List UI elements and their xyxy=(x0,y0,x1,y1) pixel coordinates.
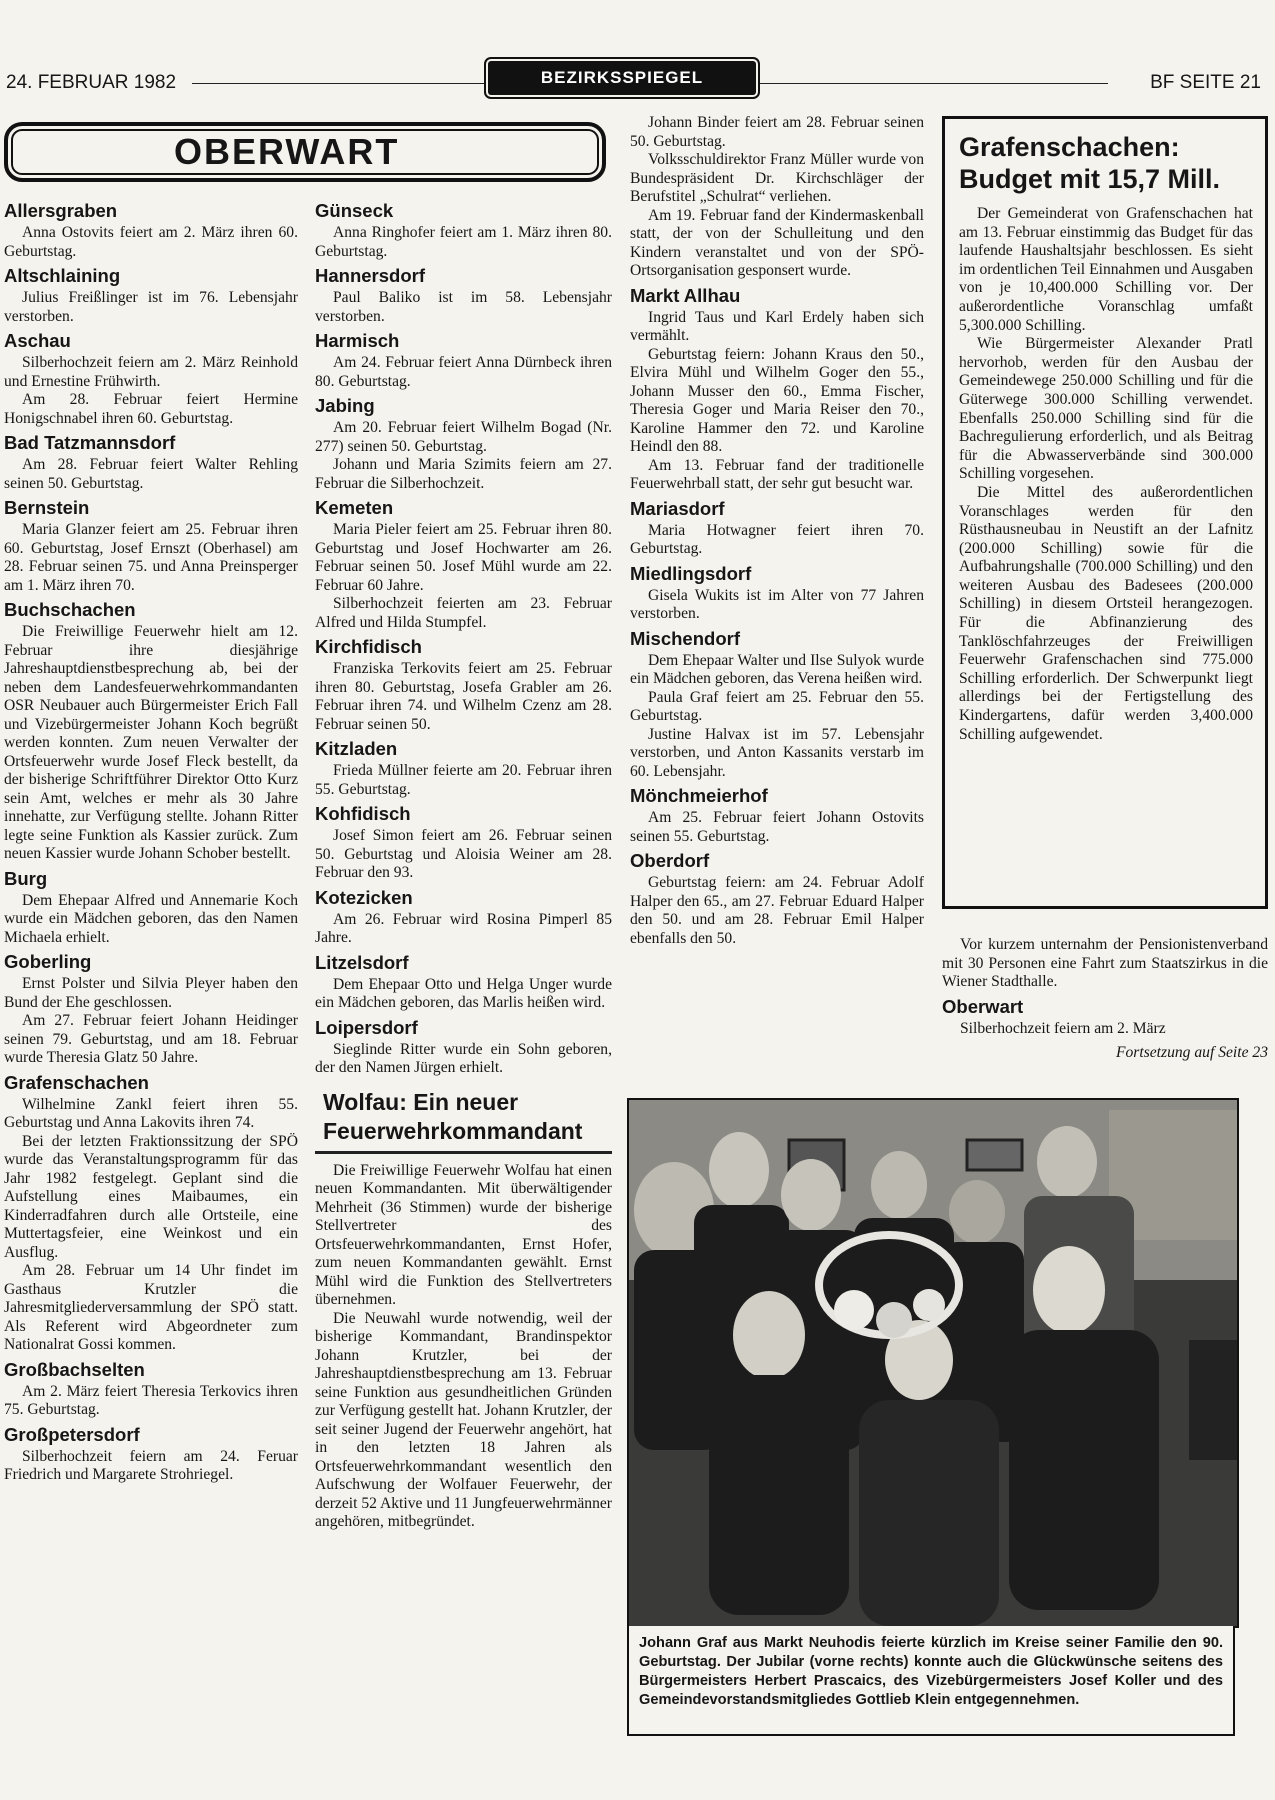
entry-paragraph: Silberhochzeit feiern am 2. März Reinhold und Ernestine Frühwirth. xyxy=(4,354,298,390)
entry-paragraph: Geburtstag feiern: am 24. Februar Adolf Halper den 65., am 27. Februar Eduard Halper den 50. und am 28. Februar Emil Halper ebenfalls den 50. xyxy=(630,874,924,947)
entry-paragraph: Geburtstag feiern: Johann Kraus den 50., Elvira Mühl und Wilhelm Goger den 55., Johann Musser den 60., Emma Fischer, Theresia Goger und Maria Reiser den 70., Karoline Hammer den 72. und Karoline Heindl den 88. xyxy=(630,345,924,455)
article-paragraph: Johann Binder feiert am 28. Februar seinen 50. Geburtstag. xyxy=(630,114,924,150)
place-heading-aschau: Aschau xyxy=(4,330,71,351)
article-paragraph: Der Gemeinderat von Grafenschachen hat am 13. Februar einstimmig das Budget für das laufende Haushaltsjahr beschlossen. Es sieht im ordentlichen Teil Einnahmen und Ausgaben von je 10,400.000 Schilling vor. Der außerordentliche Voranschlag umfaßt 5,300.000 Schilling. xyxy=(959,205,1253,334)
entry-paragraph: Johann und Maria Szimits feiern am 27. Februar die Silberhochzeit. xyxy=(315,456,612,492)
wolfau-headline: Wolfau: Ein neuer Feuerwehrkommandant xyxy=(315,1088,612,1154)
place-heading-goberling: Goberling xyxy=(4,951,92,972)
place-heading-grossbachselten: Großbachselten xyxy=(4,1358,145,1380)
entry-paragraph: Gisela Wukits ist im Alter von 77 Jahren verstorben. xyxy=(630,586,924,622)
header-rule-left xyxy=(192,83,486,84)
place-heading-grafenschachen: Grafenschachen xyxy=(4,1071,149,1093)
issue-date: 24. FEBRUAR 1982 xyxy=(6,72,177,93)
oberwart-entry: Silberhochzeit feiern am 2. März xyxy=(960,1019,1166,1037)
column-2 xyxy=(315,196,612,1532)
place-heading-kirchfidisch: Kirchfidisch xyxy=(315,636,422,657)
article-paragraph: Volksschuldirektor Franz Müller wurde von Bundespräsident Dr. Kirchschläger der Berufstitel „Schulrat“ verliehen. xyxy=(630,151,924,205)
place-heading-kotezicken: Kotezicken xyxy=(315,886,413,908)
entry-paragraph: Paula Graf feiert am 25. Februar den 55. Geburtstag. xyxy=(630,688,924,724)
wolfau-article xyxy=(315,1162,612,1532)
place-heading-litzelsdorf: Litzelsdorf xyxy=(315,951,409,973)
header-rule-right xyxy=(760,83,1108,84)
budget-headline-line1: Grafenschachen: xyxy=(959,132,1180,162)
budget-box xyxy=(942,116,1268,909)
entry-paragraph: Silberhochzeit feiern am 24. Feruar Friedrich und Margarete Strohriegel. xyxy=(4,1447,298,1483)
place-heading-jabing: Jabing xyxy=(315,395,375,416)
place-heading-harmisch: Harmisch xyxy=(315,330,400,351)
entry-paragraph: Am 2. März feiert Theresia Terkovics ihren 75. Geburtstag. xyxy=(4,1382,298,1418)
place-heading-burg: Burg xyxy=(4,867,48,889)
entry-paragraph: Am 28. Februar feiert Walter Rehling seinen 50. Geburtstag. xyxy=(4,456,298,492)
place-heading-allersgraben: Allersgraben xyxy=(4,200,118,221)
entry-paragraph: Anna Ostovits feiert am 2. März ihren 60. Geburtstag. xyxy=(4,224,298,260)
entry-paragraph: Dem Ehepaar Alfred und Annemarie Koch wurde ein Mädchen geboren, das den Namen Michaela erhielt. xyxy=(4,891,298,946)
entry-paragraph: Maria Glanzer feiert am 25. Februar ihren 60. Geburtstag, Josef Ernszt (Oberhasel) am 28. Februar seinen 75. und Anna Preinsperger am 1. März ihren 70. xyxy=(4,521,298,594)
entry-paragraph: Ernst Polster und Silvia Pleyer haben den Bund der Ehe geschlossen. xyxy=(4,975,298,1011)
place-heading-bad-tatzmannsdorf: Bad Tatzmannsdorf xyxy=(4,432,176,453)
place-heading-grosspetersdorf: Großpetersdorf xyxy=(4,1423,140,1445)
article-paragraph: Wie Bürgermeister Alexander Pratl hervorhob, werden für den Ausbau der Gemeindewege 250.000 Schilling und für die Güterwege 300.000 Schilling verwendet. Ebenfalls 250.000 Schilling sind für die Bachregulierung erforderlich, und als Beitrag für die Abwasserverbände sind 300.000 Schilling vorgesehen. xyxy=(959,335,1253,483)
entry-paragraph: Am 28. Februar um 14 Uhr findet im Gasthaus Krutzler die Jahresmitgliederversammlung der SPÖ statt. Als Referent wird Abgeordneter zum Nationalrat Gossi kommen. xyxy=(4,1262,298,1353)
column-2-items xyxy=(315,199,612,1078)
article-paragraph: Die Freiwillige Feuerwehr Wolfau hat einen neuen Kommandanten. Mit überwältigender Mehrheit (36 Stimmen) wurde der bisherige Stellvertreter des Ortsfeuerwehrkommandanten, Ernst Hofer, zum neuen Kommandanten gewählt. Ernst Mühl wird die Funktion des Stellvertreters übernehmen. xyxy=(315,1161,612,1308)
entry-paragraph: Am 20. Februar feiert Wilhelm Bogad (Nr. 277) seinen 50. Geburtstag. xyxy=(315,419,612,455)
budget-article xyxy=(959,205,1253,744)
place-heading-kitzladen: Kitzladen xyxy=(315,738,398,759)
page-number: BF SEITE 21 xyxy=(1150,72,1261,93)
entry-paragraph: Silberhochzeit feierten am 23. Februar Alfred und Hilda Stumpfel. xyxy=(315,595,612,631)
entry-paragraph: Anna Ringhofer feiert am 1. März ihren 80. Geburtstag. xyxy=(315,224,612,260)
entry-paragraph: Bei der letzten Fraktionssitzung der SPÖ wurde das Veranstaltungsprogramm für das Jahr 1982 festgelegt. Geplant sind die Aufstellung eines Maibaumes, ein Kinderradfahren durch alle Ortsteile, eine Muttertagsfeier, eine Weinkost und ein Ausflug. xyxy=(4,1132,298,1261)
entry-paragraph: Franziska Terkovits feiert am 25. Februar ihren 80. Geburtstag, Josefa Grabler am 26. Februar ihren 74. und Wilhelm Czenz am 28. Februar seinen 50. xyxy=(315,660,612,733)
place-heading-oberwart: Oberwart xyxy=(942,995,1024,1017)
entry-paragraph: Paul Baliko ist im 58. Lebensjahr verstorben. xyxy=(315,289,612,325)
entry-paragraph: Die Freiwillige Feuerwehr hielt am 12. Februar ihre diesjährige Jahreshauptdienstbesprechung ab, bei der neben dem Landesfeuerwehrkommandanten OSR Neubauer auch Bürgermeister Erich Fall und Vizebürgermeister Johann Koch begrüßt werden konnten. Zum neuen Verwalter der Ortsfeuerwehr wurde Josef Fleck bestellt, da der bisherige Schriftführer Direktor Otto Kurz sein Amt, welches er mehr als 30 Jahre innehatte, zur Verfügung stellte. Johann Ritter legte seine Funktion als Kassier zurück. Zum neuen Kassier wurde Johann Schober bestellt. xyxy=(4,623,298,862)
continuation-note: Fortsetzung auf Seite 23 xyxy=(1115,1044,1268,1061)
column-3 xyxy=(630,114,924,948)
entry-paragraph: Josef Simon feiert am 26. Februar seinen 50. Geburtstag und Aloisia Weiner am 28. Februar den 93. xyxy=(315,827,612,881)
column-3-items xyxy=(630,284,924,949)
article-paragraph: Die Mittel des außerordentlichen Voranschlages werden für den Rüsthausneubau in Neustift an der Lafnitz (200.000 Schilling) sowie für die Aufbahrungshalle (700.000 Schilling) und den weiteren Ausbau des Badesees (200.000 Schilling) in diesem Ortsteil herangezogen. Für die Abfinanzierung des Tanklöschfahrzeuges der Freiwilligen Feuerwehr Grafenschachen sind 775.000 Schilling erforderlich. Der Schwerpunkt liegt allerdings bei der Fertigstellung des Kindergartens, dafür werden 3,400.000 Schilling aufgewendet. xyxy=(959,483,1253,743)
entry-paragraph: Justine Halvax ist im 57. Lebensjahr verstorben, und Anton Kassanits verstarb im 60. Lebensjahr. xyxy=(630,725,924,780)
photo-caption: Johann Graf aus Markt Neuhodis feierte kürzlich im Kreise seiner Familie den 90. Geburtstag. Der Jubilar (vorne rechts) konnte auch die Glückwünsche seitens des Bürgermeisters Herbert Prascaics, des Vizebürgermeisters Josef Koller und des Gemeindevorstandsmitgliedes Gottlieb Klein entgegennehmen. xyxy=(627,1626,1235,1736)
entry-paragraph: Am 13. Februar fand der traditionelle Feuerwehrball statt, der sehr gut besucht war. xyxy=(630,456,924,492)
entry-paragraph: Am 28. Februar feiert Hermine Honigschnabel ihren 60. Geburtstag. xyxy=(4,391,298,427)
entry-paragraph: Wilhelmine Zankl feiert ihren 55. Geburtstag und Anna Lakovits ihren 74. xyxy=(4,1095,298,1131)
place-heading-loipersdorf: Loipersdorf xyxy=(315,1016,418,1038)
entry-paragraph: Sieglinde Ritter wurde ein Sohn geboren, der den Namen Jürgen erhielt. xyxy=(315,1040,612,1076)
place-heading-kohfidisch: Kohfidisch xyxy=(315,803,411,824)
entry-paragraph: Am 24. Februar feiert Anna Dürnbeck ihren 80. Geburtstag. xyxy=(315,354,612,390)
entry-paragraph: Am 27. Februar feiert Johann Heidinger seinen 79. Geburtstag, und am 18. Februar wurde Theresia Glatz 50 Jahre. xyxy=(4,1012,298,1066)
place-heading-mischendorf: Mischendorf xyxy=(630,627,740,649)
entry-paragraph: Am 25. Februar feiert Johann Ostovits seinen 55. Geburtstag. xyxy=(630,809,924,845)
place-heading-guenseck: Günseck xyxy=(315,200,394,221)
article-paragraph: Am 19. Februar fand der Kindermaskenball statt, der von der Schulleitung und den Kindern veranstaltet und von der SPÖ-Ortsorganisation gesponsert wurde. xyxy=(630,206,924,279)
place-heading-miedlingsdorf: Miedlingsdorf xyxy=(630,562,752,584)
entry-paragraph: Am 26. Februar wird Rosina Pimperl 85 Jahre. xyxy=(315,910,612,946)
family-photo xyxy=(627,1098,1239,1628)
place-heading-altschlaining: Altschlaining xyxy=(4,265,121,286)
article-paragraph: Die Neuwahl wurde notwendig, weil der bisherige Kommandant, Brandinspektor Johann Krutzler, bei der Jahreshauptdienstbesprechung am 13. Februar seine Funktion aus gesundheitlichen Gründen zur Verfügung gestellt hat. Johann Krutzler, der seit seiner Jugend der Feuerwehr angehört, hat in den letzten 18 Jahren als Ortsfeuerwehrkommandant wesentlich den Aufschwung der Wolfauer Feuerwehr, der derzeit 52 Aktive und 11 Jungfeuerwehrmänner angehören, mitbegründet. xyxy=(315,1309,612,1530)
section-label: BEZIRKSSPIEGEL xyxy=(488,61,756,95)
district-banner: OBERWART xyxy=(4,122,606,182)
place-heading-mariasdorf: Mariasdorf xyxy=(630,497,725,519)
pension-note: Vor kurzem unternahm der Pensionistenverband mit 30 Personen eine Fahrt zum Staatszirkus in die Wiener Stadthalle. xyxy=(942,936,1268,990)
column-1 xyxy=(4,196,298,1485)
budget-headline-line2: Budget mit 15,7 Mill. xyxy=(959,164,1221,194)
entry-paragraph: Julius Freißlinger ist im 76. Lebensjahr verstorben. xyxy=(4,289,298,325)
place-heading-bernstein: Bernstein xyxy=(4,497,90,518)
place-heading-markt-allhau: Markt Allhau xyxy=(630,284,741,306)
place-heading-oberdorf: Oberdorf xyxy=(630,850,710,871)
entry-paragraph: Ingrid Taus und Karl Erdely haben sich vermählt. xyxy=(630,308,924,344)
place-heading-hannersdorf: Hannersdorf xyxy=(315,265,425,286)
entry-paragraph: Dem Ehepaar Walter und Ilse Sulyok wurde ein Mädchen geboren, das Verena heißen wird. xyxy=(630,651,924,687)
entry-paragraph: Dem Ehepaar Otto und Helga Unger wurde ein Mädchen geboren, das Marlis heißen wird. xyxy=(315,975,612,1011)
entry-paragraph: Maria Pieler feiert am 25. Februar ihren 80. Geburtstag und Josef Hochwarter am 26. Februar seinen 50. Josef Mühl wurde am 22. Februar 60 Jahre. xyxy=(315,521,612,594)
column-4-continued xyxy=(942,936,1268,1063)
column-3-lead xyxy=(630,114,924,281)
place-heading-buchschachen: Buchschachen xyxy=(4,599,136,620)
entry-paragraph: Frieda Müllner feierte am 20. Februar ihren 55. Geburtstag. xyxy=(315,762,612,798)
place-heading-kemeten: Kemeten xyxy=(315,497,394,518)
place-heading-moenchmeierhof: Mönchmeierhof xyxy=(630,785,768,806)
budget-headline xyxy=(959,131,1253,195)
entry-paragraph: Maria Hotwagner feiert ihren 70. Geburtstag. xyxy=(630,521,924,557)
